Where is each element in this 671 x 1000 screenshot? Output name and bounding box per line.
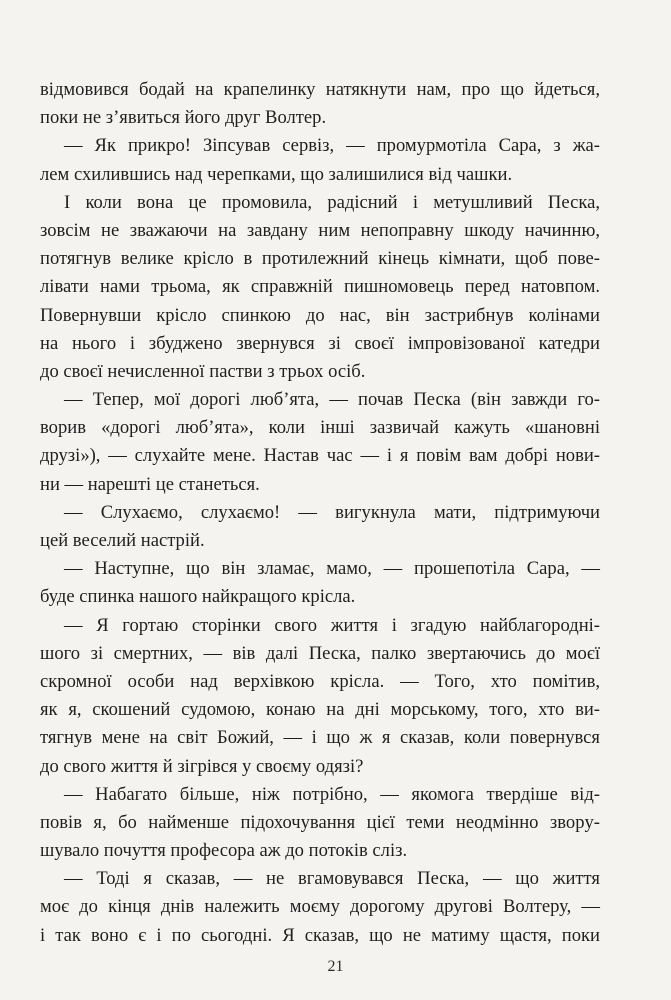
text-line: і так воно є і по сьогодні. Я сказав, що не матиму щастя, поки	[40, 924, 600, 946]
text-line: — Слухаємо, слухаємо! — вигукнула мати, підтримуючи	[64, 501, 600, 523]
text-line: ворив «дорогі люб’ята», коли інші зазвичай кажуть «шановні	[40, 417, 600, 439]
text-line: повів я, бо найменше підохочування цієї теми неодмінно зворy-	[40, 811, 600, 833]
text-line: до свого життя й зігрівся у своєму одязі?	[40, 755, 364, 777]
text-line: ни — нарешті це станеться.	[40, 473, 260, 495]
page-number: 21	[327, 958, 344, 975]
text-line: шого зі смертних, — вів далі Песка, палко звертаючись до моєї	[40, 642, 600, 664]
text-line: до своєї нечисленної пастви з трьох осіб.	[40, 360, 366, 382]
text-line: друзі»), — слухайте мене. Настав час — і я повім вам добрі нови-	[40, 445, 600, 467]
text-line: буде спинка нашого найкращого крісла.	[40, 586, 356, 608]
text-line: скромної особи над верхівкою крісла. — Того, хто помітив,	[40, 670, 600, 692]
text-line: — Тепер, мої дорогі люб’ята, — почав Песка (він завжди го-	[64, 389, 600, 411]
text-line: як я, скошений судомою, конаю на дні морському, того, хто ви-	[40, 699, 600, 721]
text-line: — Я гортаю сторінки свого життя і згадую найблагороднi-	[64, 614, 600, 636]
text-line: Повернувши крісло спинкою до нас, він застрибнув колінами	[40, 304, 600, 326]
text-line: поки не з’явиться його друг Волтер.	[40, 107, 327, 129]
text-line: І коли вона це промовила, радісний і метушливий Песка,	[64, 191, 600, 213]
text-line: шувало почуття професора аж до потоків сліз.	[40, 840, 408, 862]
body-text	[40, 76, 600, 950]
text-line: — Тоді я сказав, — не вгамовувався Песка, — що життя	[64, 868, 600, 890]
text-line: відмовився бодай на крапелинку натякнути нам, про що йдеться,	[40, 79, 600, 100]
text-line: — Як прикро! Зіпсував сервіз, — промурмотіла Сара, з жа-	[64, 135, 600, 157]
text-line: зовсім не зважаючи на завдану ним непоправну шкоду начинню,	[40, 219, 600, 241]
text-line: потягнув велике крісло в протилежний кінець кімнати, щоб пове-	[40, 248, 600, 270]
text-line: моє до кінця днів належить моєму дорогому другові Волтеру, —	[40, 896, 600, 918]
text-line: — Наступне, що він зламає, мамо, — прошепотіла Сара, —	[64, 558, 600, 580]
text-line: лем схилившись над черепками, що залишилися від чашки.	[40, 163, 513, 185]
text-line: — Набагато більше, ніж потрібно, — якомога твердіше від-	[64, 783, 600, 805]
text-line: тягнув мене на світ Божий, — і що ж я сказав, коли повернувся	[40, 727, 600, 749]
text-line: на нього і збуджено звернувся зі своєї імпровізованої катедри	[40, 332, 600, 354]
text-line: лівати нами трьома, як справжній пишномовець перед натовпом.	[40, 276, 600, 298]
text-line: цей веселий настрій.	[40, 530, 205, 551]
